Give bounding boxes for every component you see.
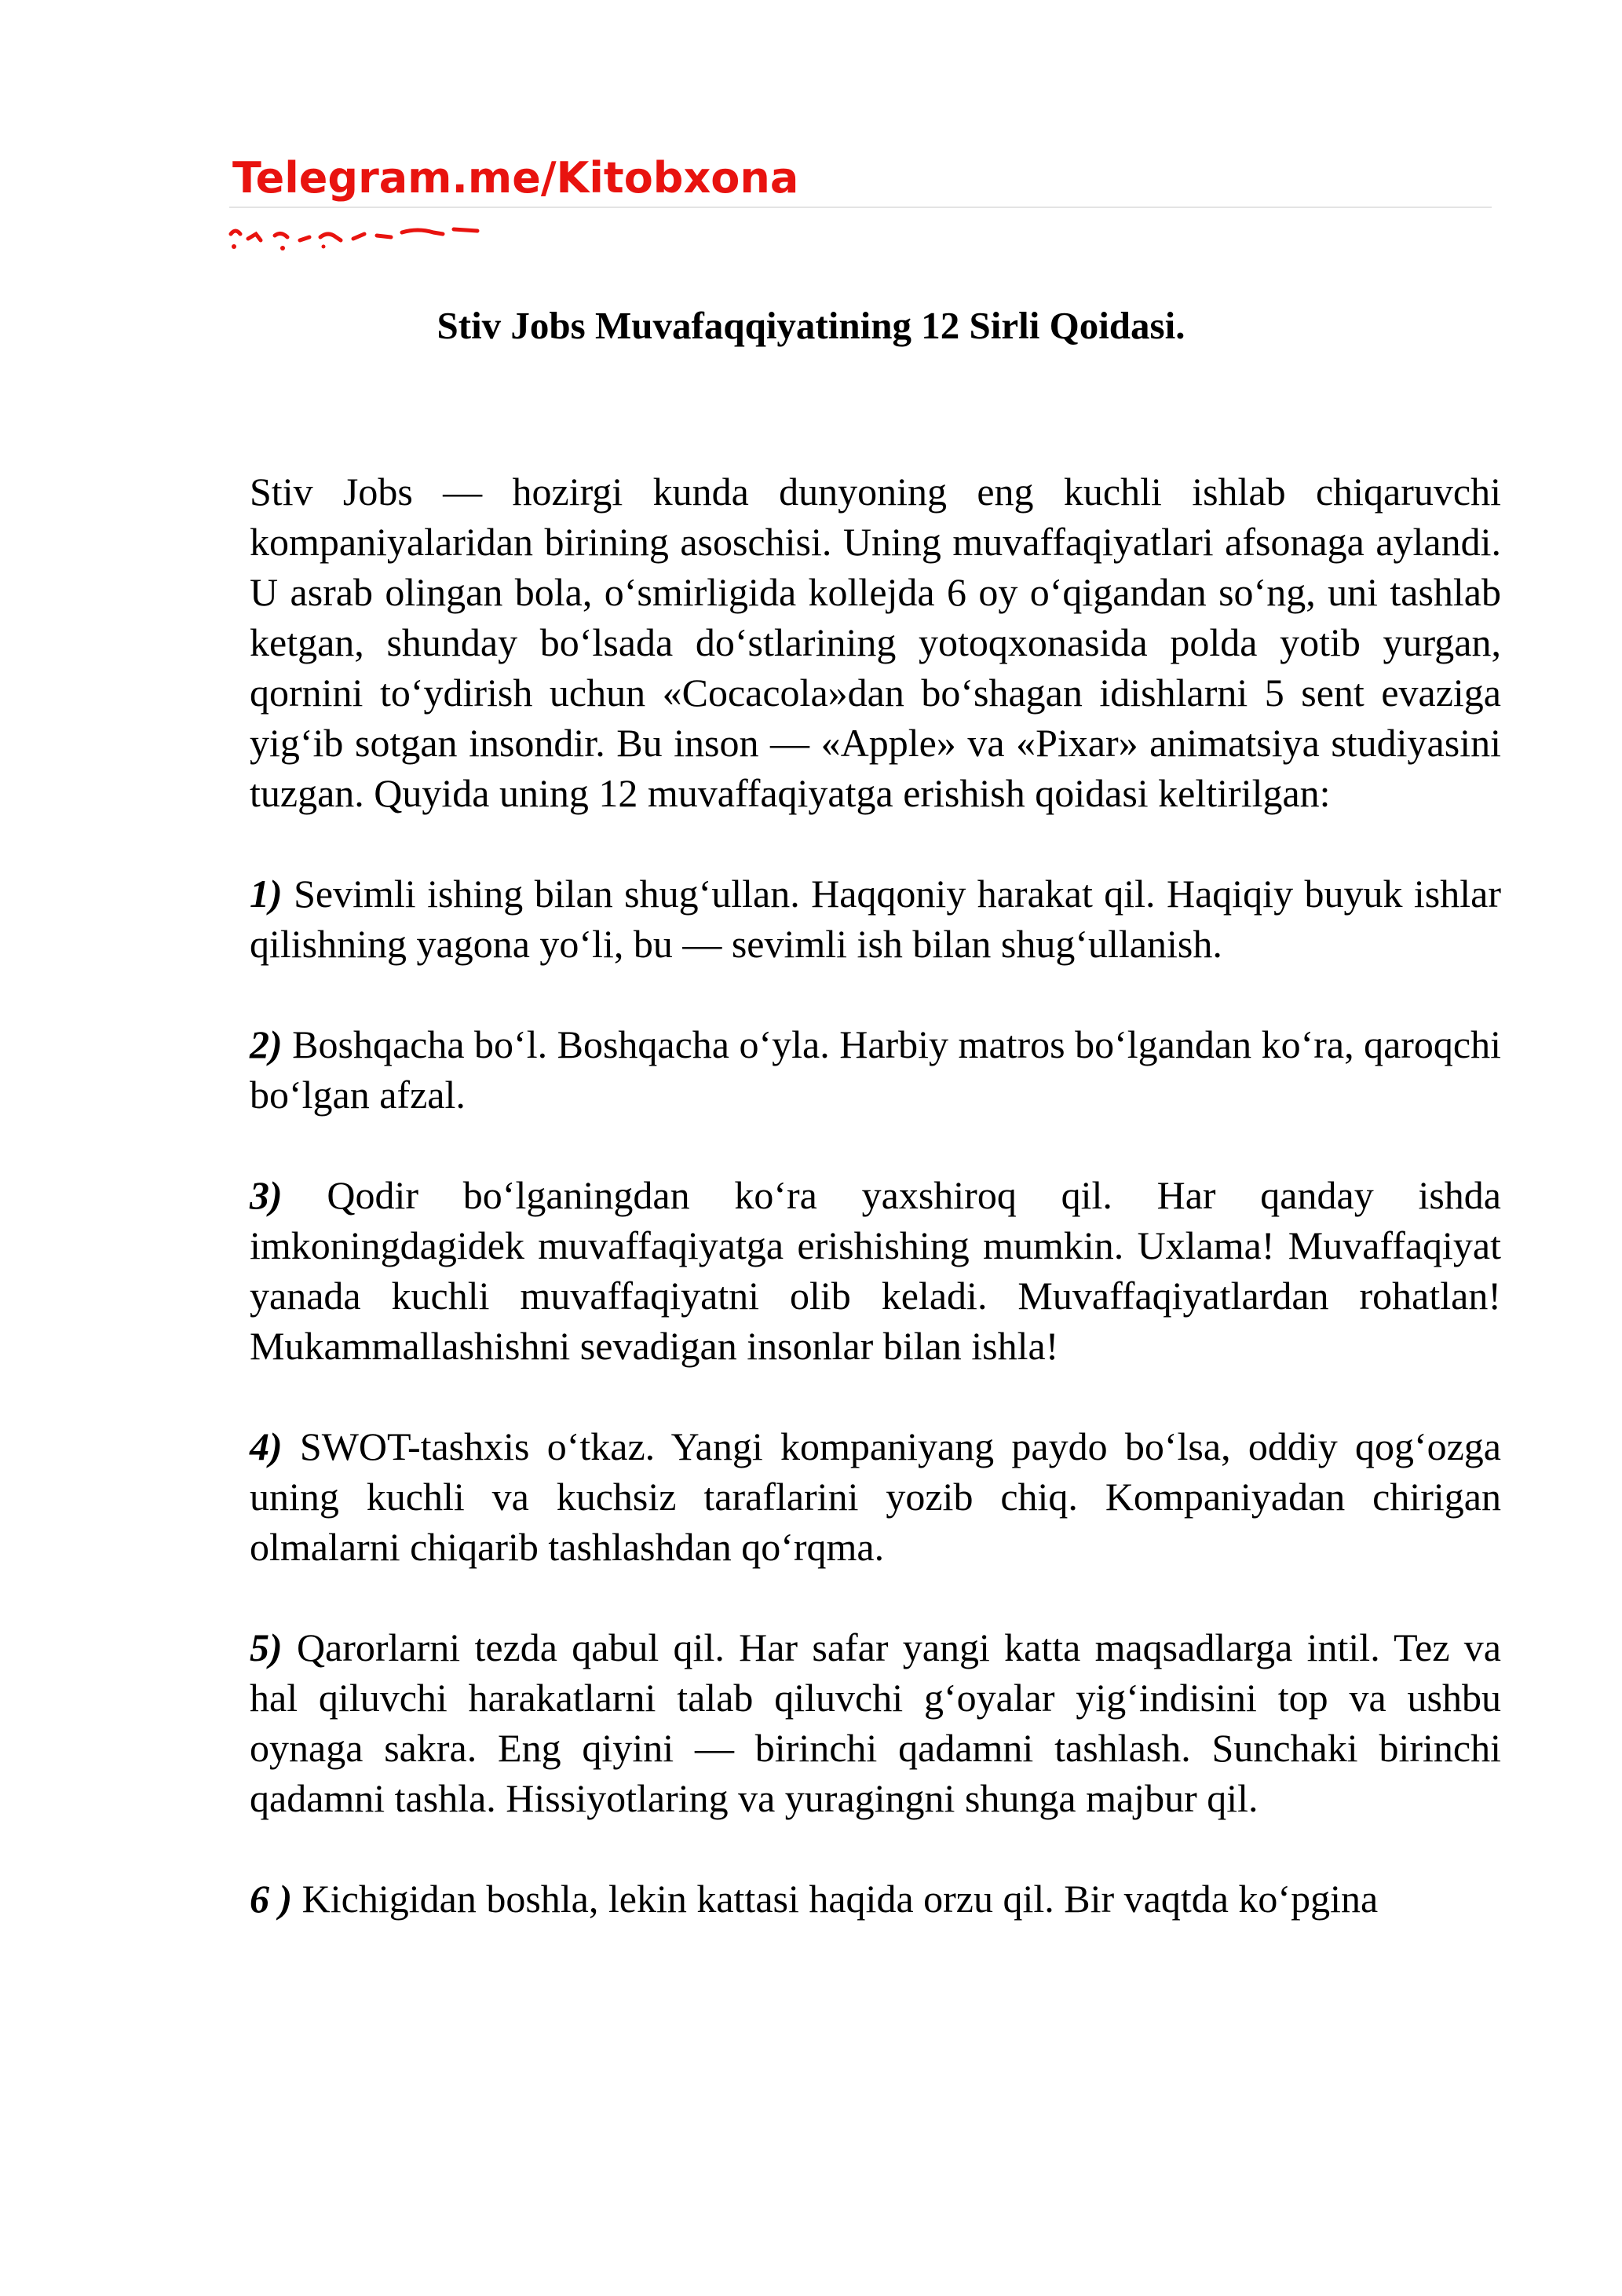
rule-item [250, 1170, 1501, 1371]
telegram-channel-link[interactable]: Telegram.me/Kitobxona [232, 153, 799, 203]
rule-item [250, 1874, 1501, 1924]
rule-item [250, 1019, 1501, 1120]
rule-text: Boshqacha boʻl. Boshqacha oʻyla. Harbiy matros boʻlgandan koʻra, qaroqchi boʻlgan afzal. [250, 1022, 1501, 1117]
rule-text: Qodir boʻlganingdan koʻra yaxshiroq qil. Har qanday ishda imkoningdagidek muvaffaqiyatga erishishing mumkin. Uxlama! Muvaffaqiyat yanada kuchli muvaffaqiyatni olib keladi. Muvaffaqiyatlardan rohatlan! Mukammallashishni sevadigan insonlar bilan ishla! [250, 1173, 1501, 1368]
rule-text: Sevimli ishing bilan shugʻullan. Haqqoniy harakat qil. Haqiqiy buyuk ishlar qilishning yagona yoʻli, bu — sevimli ish bilan shugʻullanish. [250, 872, 1501, 966]
document-title: Stiv Jobs Muvafaqqiyatining 12 Sirli Qoidasi. [437, 304, 1185, 347]
rule-text: Qarorlarni tezda qabul qil. Har safar yangi katta maqsadlarga intil. Tez va hal qiluvchi harakatlarni talab qiluvchi gʻoyalar yigʻindisini top va ushbu oynaga sakra. Eng qiyini — birinchi qadamni tashlash. Sunchaki birinchi qadamni tashla. Hissiyotlaring va yuragingni shunga majbur qil. [250, 1625, 1501, 1820]
rule-text: Kichigidan boshla, lekin kattasi haqida orzu qil. Bir vaqtda koʻpgina [292, 1877, 1379, 1921]
intro-paragraph: Stiv Jobs — hozirgi kunda dunyoning eng kuchli ishlab chiqaruvchi kompaniyalaridan birining asoschisi. Uning muvaffaqiyatlari afsonaga aylandi. U asrab olingan bola, oʻsmirligida kollejda 6 oy oʻqigandan soʻng, uni tashlab ketgan, shunday boʻlsada doʻstlarining yotoqxonasida polda yotib yurgan, qornini toʻydirish uchun «Cocacola»dan boʻshagan idishlarni 5 sent evaziga yigʻib sotgan insondir. Bu inson — «Apple» va «Pixar» animatsiya studiyasini tuzgan. Quyida uning 12 muvaffaqiyatga erishish qoidasi keltirilgan: [250, 470, 1501, 815]
rule-number: 3) [250, 1173, 283, 1217]
rule-item [250, 1622, 1501, 1823]
rule-number: 4) [250, 1424, 283, 1468]
rule-number: 1) [250, 872, 283, 916]
rule-item [250, 1421, 1501, 1572]
header-divider [229, 207, 1492, 208]
rule-item [250, 868, 1501, 969]
rule-text: SWOT-tashxis oʻtkaz. Yangi kompaniyang paydo boʻlsa, oddiy qogʻozga uning kuchli va kuchsiz taraflarini yozib chiq. Kompaniyadan chirigan olmalarni chiqarib tashlashdan qoʻrqma. [250, 1424, 1501, 1569]
rule-number: 2) [250, 1022, 283, 1066]
document-body [250, 466, 1501, 1974]
rule-number: 5) [250, 1625, 283, 1669]
red-scribble-decoration [228, 220, 495, 251]
rule-number: 6 ) [250, 1877, 293, 1921]
